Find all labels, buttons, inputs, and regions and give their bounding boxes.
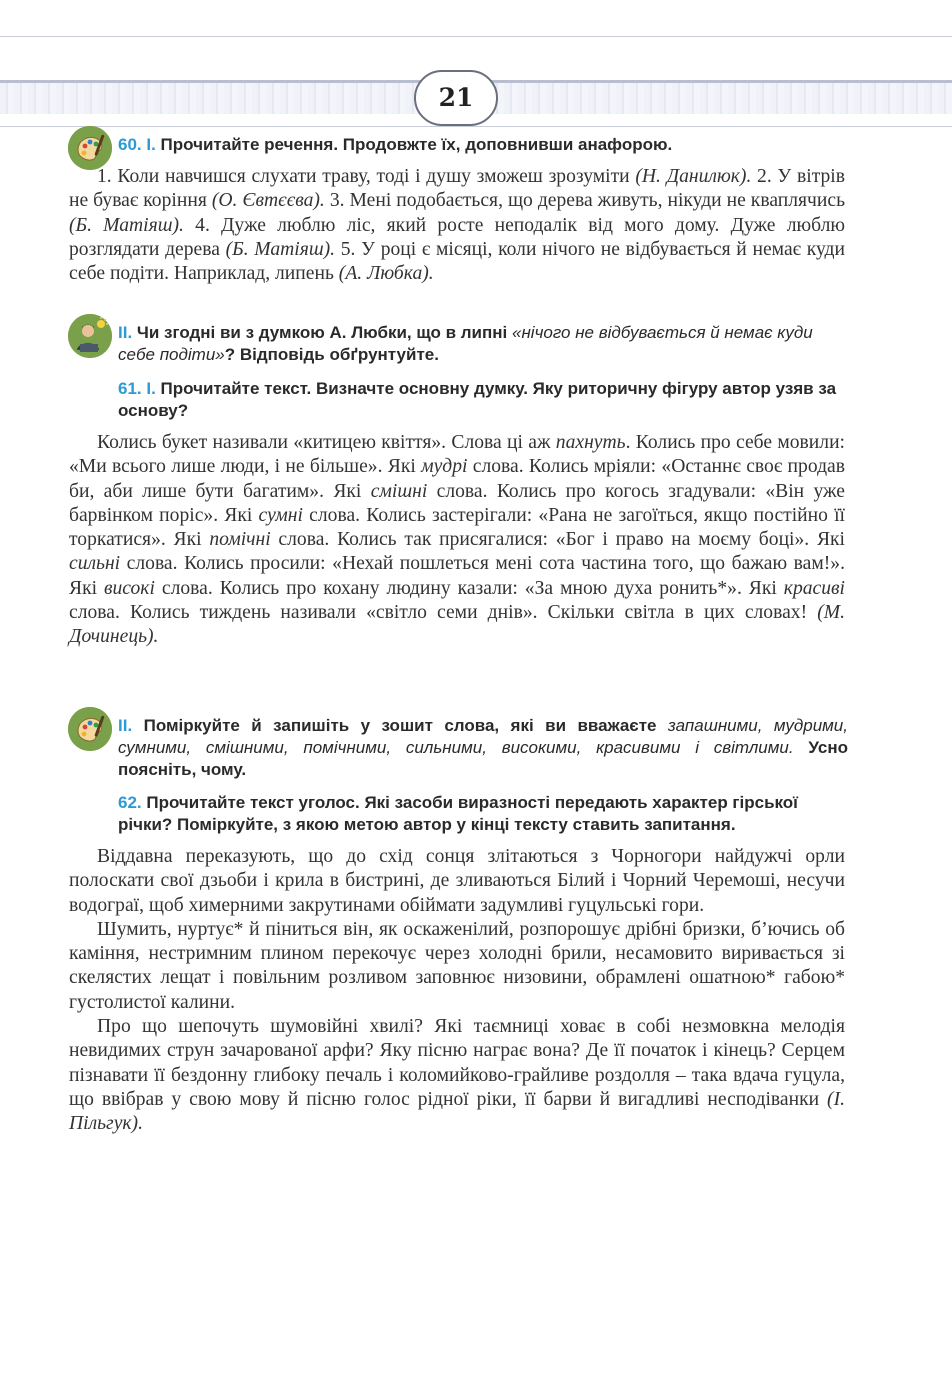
paragraph-1: Віддавна переказують, що до схід сонця злітаються з Чорногори найдужчі орли полоскати свої дзьоби і крила в бистрині, де зливаються Білий і Чорний Черемоші, несучи водограї, щоб химерними закрутинами обіймати задумливі гуцульські гори. (69, 846, 845, 916)
palette-icon (68, 126, 112, 170)
palette-icon (68, 707, 112, 751)
italic-word: помічні (209, 529, 271, 551)
text-fragment: слова. Колись застерігали: «Рана не загоїться, якщо постійно її торкатися». Які (69, 504, 845, 551)
paragraph-2: Шумить, нуртує* й піниться він, як оскаженілий, розпорошує дрібні бризки, б’ючись об каміння, нестримним плином перекочує через холодні брили, несамовито виривається зі скелястих лещат і повільним розливом заповнює низовини, обрамлені ошатною* габою* густолистої калини. (69, 918, 845, 1013)
task-60-instruction (118, 134, 848, 156)
exercise-61-text (69, 431, 845, 650)
italic-word: мудрі (421, 456, 468, 478)
task-text: ? Відповідь обґрунтуйте. (224, 345, 439, 364)
text-fragment: слова. Колись мріяли: «Останнє своє продав би, аби лише бути багатим». Які (69, 456, 845, 502)
task-number: 61. І. (118, 379, 156, 398)
exercise-62-text (69, 845, 845, 1137)
italic-word: сумні (258, 504, 303, 526)
task-61-part-2 (118, 715, 848, 781)
page-number: 21 (414, 70, 498, 126)
task-text: Чи згодні ви з думкою А. Любки, що в липні (132, 323, 512, 342)
paragraph-3: Про що шепочуть шумовійні хвилі? Які таємниці ховає в собі незмовкна мелодія невидимих струн зачарованої арфи? Яку пісню награє вона? Де її початок і кінець? Серцем пізнавати її бездонну глибоку печаль і коломийково-грайливе роздолля – така вдача гуцула, що ввібрав у свою мову й пісню голос рідної ріки, її барви й вигадливі несподіванки (69, 1016, 845, 1110)
author-3: (Б. Матіяш). (69, 214, 184, 236)
task-number: ІІ. (118, 323, 133, 342)
exercise-60-sentences (69, 165, 845, 286)
task-text: Прочитайте речення. Продовжте їх, доповнивши анафорою. (155, 135, 673, 154)
text-fragment: слова. Колись про кохану людину казали: «За мною духа ронить*». Які (154, 577, 784, 599)
author-4: (Б. Матіяш). (225, 238, 336, 260)
author-2: (О. Євтєєва). (211, 190, 325, 212)
sentence-1: 1. Коли навчишся слухати траву, тоді і душу зможеш зрозуміти (97, 166, 636, 187)
text-fragment: . Колись про себе мовили: «Ми всього лише люди, і не більше». Які (69, 432, 845, 478)
sentence-5: 5. У році є місяці, коли нічого не відбувається й немає куди себе подіти. Наприклад, липень (69, 238, 845, 285)
sentence-3: 3. Мені подобається, що дерева живуть, нікуди не кваплячись (324, 190, 846, 212)
text-fragment: слова. Колись тиждень називали «світло семи днів». Скільки світла в цих словах! (69, 602, 818, 624)
task-61-instruction (118, 378, 848, 422)
task-text: Прочитайте текст. Визначте основну думку. Яку риторичну фігуру автор узяв за основу? (118, 379, 837, 420)
italic-word: пахнуть (555, 432, 626, 453)
author: (М. Дочинець). (69, 602, 845, 648)
task-number: ІІ. (118, 716, 133, 735)
top-rule (0, 36, 952, 37)
italic-word: сильні (69, 553, 121, 575)
italic-word: високі (104, 577, 155, 599)
task-number: 62. (118, 793, 142, 812)
author-1: (Н. Данилюк). (635, 166, 752, 187)
author-5: (А. Любка). (338, 263, 434, 285)
task-quote: «нічого не відбувається й немає куди себе подіти» (118, 323, 813, 364)
text-fragment: слова. Колись про когось згадували: «Він уже барвінком поріс». Які (69, 480, 845, 526)
task-62-instruction (118, 792, 848, 836)
task-italic-list: запашними, мудрими, сумними, смішними, помічними, сильними, високими, красивими і світлими. (118, 716, 848, 757)
italic-word: красиві (783, 577, 845, 599)
task-text: Прочитайте текст уголос. Які засоби виразності передають характер гірської річки? Поміркуйте, з якою метою автор у кінці тексту ставить запитання. (118, 793, 798, 834)
task-text: Усно поясніть, чому. (118, 738, 848, 779)
text-fragment: Колись букет називали «китицею квіття». Слова ці аж (97, 432, 556, 453)
sentence-2: 2. У вітрів не буває коріння (69, 166, 845, 212)
header-band-bottom-rule (0, 126, 952, 127)
task-60-part-2 (118, 322, 848, 366)
italic-word: смішні (370, 480, 428, 502)
task-number: 60. І. (118, 135, 156, 154)
text-fragment: слова. Колись просили: «Нехай пошлеться мені сота частина того, що бажаю вам!». Які (69, 553, 845, 599)
sentence-4: 4. Дуже люблю ліс, який росте неподалік від мого дому. Дуже люблю розглядати дерева (69, 214, 846, 260)
task-text: Поміркуйте й запишіть у зошит слова, які ви вважаєте (132, 716, 668, 735)
text-fragment: слова. Колись так присягалися: «Бог і право на моєму боці». Які (270, 529, 845, 551)
thinking-student-icon (68, 314, 112, 358)
author: (І. Пільгук). (69, 1088, 845, 1135)
